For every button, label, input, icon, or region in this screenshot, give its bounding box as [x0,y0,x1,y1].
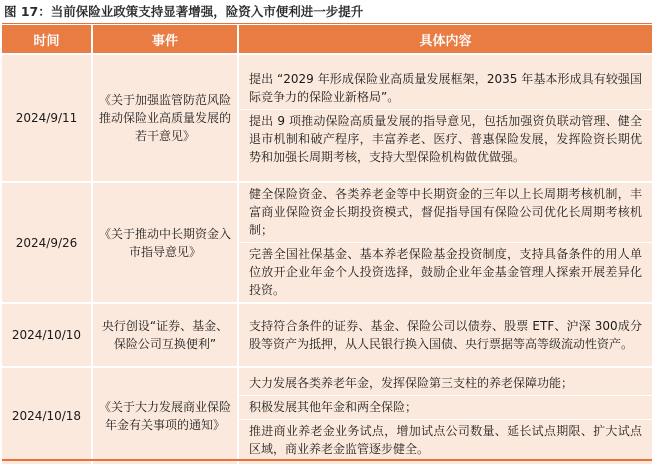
policy-table [2,25,652,464]
content-paragraph: 提出 9 项推动保险高质量发展的指导意见，包括加强资负联动管理、健全退市机制和破产程序，丰富养老、医疗、普惠保险发展，发挥险资长期优势和加强长周期考核，支持大型保险机构做优做强。 [239,109,652,169]
content-paragraph: 大力发展各类养老年金，发挥保险第三支柱的养老保障功能； [249,375,574,390]
content-paragraph: 积极发展其他年金和两全保险； [239,395,652,419]
row-event: 《关于推动中长期资金入市指导意见》 [92,182,238,303]
row-content [238,367,652,464]
content-paragraph: 健全保险资金、各类养老金等中长期资金的三年以上长周期考核机制，丰富商业保险资金长期投资模式，督促指导国有保险公司优化长周期考核机制； [249,187,642,237]
row-date: 2024/10/10 [2,303,92,367]
table-header [2,25,652,54]
content-paragraph: 提出 “2029 年形成保险业高质量发展框架，2035 年基本形成具有较强国际竞争力的保险业新格局”。 [249,71,642,104]
content-paragraph: 完善全国社保基金、基本养老保险基金投资制度，支持具备条件的用人单位放开企业年金个人投资选择，鼓励企业年金基金管理人探索开展差异化投资。 [239,242,652,302]
row-content [238,303,652,367]
table-row [2,303,652,367]
row-content [238,182,652,303]
header-row [2,25,652,54]
row-date: 2024/10/18 [2,367,92,464]
row-date: 2024/9/26 [2,182,92,303]
table-row [2,182,652,303]
table-body [2,54,652,464]
header-date: 时间 [2,25,92,54]
table-row [2,367,652,464]
figure-title: 图 17：当前保险业政策支持显著增强，险资入市便利进一步提升 [2,0,652,24]
header-content: 具体内容 [238,25,652,54]
row-date: 2024/9/11 [2,54,92,182]
row-event: 《关于加强监管防范风险推动保险业高质量发展的若干意见》 [92,54,238,182]
header-event: 事件 [92,25,238,54]
row-event: 央行创设“证券、基金、保险公司互换便利” [92,303,238,367]
row-content [238,54,652,182]
row-event: 《关于大力发展商业保险年金有关事项的通知》 [92,367,238,464]
content-paragraph: 推进商业养老金业务试点，增加试点公司数量、延长试点期限、扩大试点区域，商业养老金监管逐步健全。 [239,419,652,461]
table-row [2,54,652,182]
content-paragraph: 支持符合条件的证券、基金、保险公司以债券、股票 ETF、沪深 300成分股等资产为抵押，从人民银行换入国债、央行票据等高等级流动性资产。 [249,318,642,351]
